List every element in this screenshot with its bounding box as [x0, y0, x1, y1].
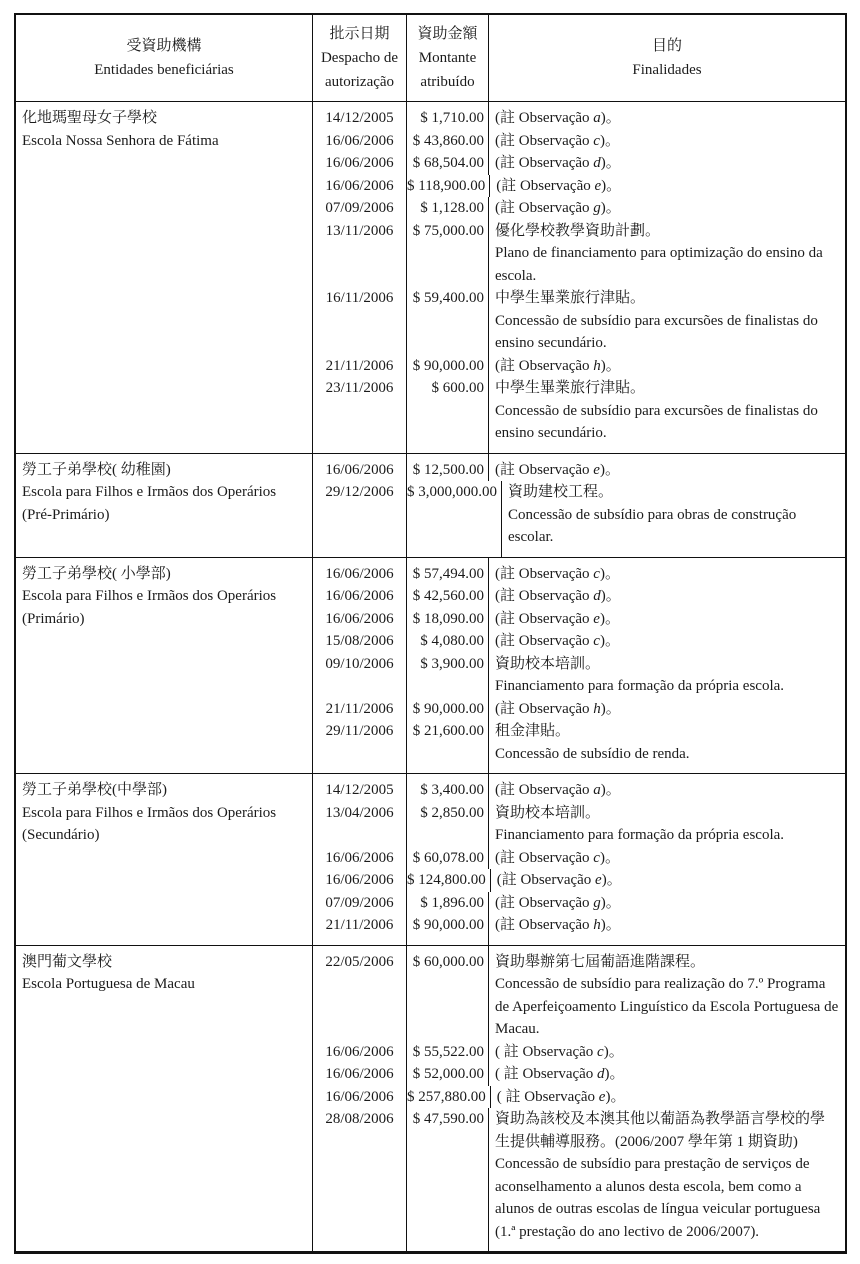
- observation-letter: c: [597, 1043, 604, 1060]
- grant-row: [313, 1041, 845, 1064]
- grant-amount: $ 124,800.00: [407, 869, 491, 892]
- grant-purpose: [489, 220, 845, 288]
- grant-amount: $ 55,522.00: [407, 1041, 489, 1064]
- entity-grant-rows: [313, 558, 845, 774]
- subsidy-table: [14, 13, 847, 1254]
- entity-grant-rows: [313, 946, 845, 1252]
- purpose-line: Financiamento para formação da própria escola.: [495, 678, 785, 694]
- grant-purpose: [489, 130, 845, 153]
- entity-cell: [16, 558, 313, 774]
- purpose-line: (註 Observação h)。: [495, 917, 621, 933]
- grant-row: [313, 152, 845, 175]
- grant-purpose: [489, 774, 845, 802]
- grant-date: 29/12/2006: [313, 481, 407, 557]
- entity-name-zh: 勞工子弟學校(中學部): [22, 782, 167, 798]
- grant-amount: $ 12,500.00: [407, 454, 489, 482]
- grant-date: 14/12/2005: [313, 102, 407, 130]
- grant-date: 16/11/2006: [313, 287, 407, 355]
- grant-row: [313, 454, 845, 482]
- purpose-line: (註 Observação g)。: [495, 894, 621, 911]
- grant-row: [313, 869, 845, 892]
- purpose-line: (註 Observação c)。: [495, 132, 620, 149]
- grant-purpose: [489, 377, 845, 453]
- grant-date: 13/04/2006: [313, 802, 407, 847]
- grant-row: [313, 608, 845, 631]
- grant-row: [313, 355, 845, 378]
- grant-date: 15/08/2006: [313, 630, 407, 653]
- entity-block: [16, 454, 845, 558]
- grant-date: 16/06/2006: [313, 130, 407, 153]
- purpose-line: (註 Observação e)。: [495, 610, 620, 627]
- purpose-line: (註 Observação e)。: [496, 872, 622, 888]
- grant-purpose: [489, 152, 845, 175]
- grant-date: 16/06/2006: [313, 1086, 407, 1109]
- grant-date: 21/11/2006: [313, 355, 407, 378]
- grant-row: [313, 720, 845, 773]
- entity-cell: [16, 774, 313, 945]
- grant-date: 21/11/2006: [313, 698, 407, 721]
- grant-purpose: [489, 102, 845, 130]
- observation-letter: a: [593, 782, 601, 798]
- grant-purpose: [491, 869, 845, 892]
- entity-block: [16, 946, 845, 1252]
- purpose-line: 中學生畢業旅行津貼。: [495, 380, 646, 396]
- header-amount-zh: 資助金額: [417, 26, 478, 42]
- grant-date: 16/06/2006: [313, 454, 407, 482]
- grant-date: 29/11/2006: [313, 720, 407, 773]
- grant-date: 16/06/2006: [313, 1063, 407, 1086]
- grant-purpose: [489, 608, 845, 631]
- entity-name-pt: Escola Nossa Senhora de Fátima: [22, 132, 219, 149]
- entity-grant-rows: [313, 102, 845, 453]
- grant-row: [313, 102, 845, 130]
- entity-name-pt: Escola para Filhos e Irmãos dos Operários: [22, 804, 277, 821]
- grant-purpose: [489, 946, 845, 1041]
- grant-row: [313, 287, 845, 355]
- purpose-line: (註 Observação g)。: [495, 200, 621, 216]
- header-date-zh: 批示日期: [329, 26, 390, 42]
- grant-purpose: [489, 1108, 845, 1251]
- grant-amount: $ 3,900.00: [407, 653, 489, 698]
- header-date-pt1: Despacho de: [320, 50, 399, 66]
- grant-purpose: [489, 287, 845, 355]
- entity-name-zh: 澳門葡文學校: [22, 953, 113, 970]
- grant-amount: $ 75,000.00: [407, 220, 489, 288]
- entity-name-pt: (Primário): [22, 610, 85, 627]
- grant-row: [313, 1086, 845, 1109]
- grant-purpose: [502, 481, 845, 557]
- grant-row: [313, 175, 845, 198]
- header-amount-pt1: Montante: [418, 50, 477, 66]
- purpose-line: (註 Observação e)。: [496, 177, 622, 194]
- grant-amount: $ 42,560.00: [407, 585, 489, 608]
- grant-row: [313, 802, 845, 847]
- grant-purpose: [489, 653, 845, 698]
- header-purpose-pt: Finalidades: [632, 62, 702, 78]
- purpose-line: (註 Observação a)。: [495, 782, 621, 798]
- grant-row: [313, 558, 845, 586]
- grant-row: [313, 377, 845, 453]
- header-purpose: [489, 15, 845, 101]
- grant-date: 16/06/2006: [313, 175, 407, 198]
- observation-letter: a: [593, 110, 601, 126]
- grant-amount: $ 43,860.00: [407, 130, 489, 153]
- purpose-line: (註 Observação e)。: [495, 461, 620, 478]
- grant-amount: $ 1,128.00: [407, 197, 489, 220]
- grant-amount: $ 59,400.00: [407, 287, 489, 355]
- grant-date: 13/11/2006: [313, 220, 407, 288]
- entity-cell: [16, 946, 313, 1252]
- purpose-line: (註 Observação d)。: [495, 588, 621, 604]
- purpose-line: Concessão de subsídio de renda.: [495, 745, 690, 762]
- grant-row: [313, 847, 845, 870]
- purpose-line: Concessão de subsídio para prestação de serviços de aconselhamento a alunos desta escola, bem como a alunos de outras escolas de língua veicular portuguesa (1.ª prestação do ano lectivo de 2006/2007).: [495, 1156, 821, 1240]
- grant-purpose: [489, 558, 845, 586]
- observation-letter: e: [598, 1088, 606, 1105]
- grant-purpose: [489, 802, 845, 847]
- observation-letter: h: [593, 700, 601, 717]
- grant-row: [313, 130, 845, 153]
- grant-date: 16/06/2006: [313, 869, 407, 892]
- entity-block: [16, 774, 845, 946]
- grant-purpose: [489, 914, 845, 945]
- header-amount-pt2: atribuído: [420, 74, 475, 90]
- grant-purpose: [489, 454, 845, 482]
- purpose-line: ( 註 Observação e)。: [496, 1088, 626, 1105]
- grant-purpose: [491, 1086, 845, 1109]
- header-date-pt2: autorização: [324, 74, 395, 90]
- grant-amount: $ 60,078.00: [407, 847, 489, 870]
- purpose-line: Concessão de subsídio para excursões de finalistas do ensino secundário.: [495, 402, 818, 441]
- observation-letter: e: [595, 872, 602, 888]
- entity-name-pt: Escola Portuguesa de Macau: [22, 976, 195, 992]
- entity-grant-rows: [313, 774, 845, 945]
- purpose-line: Concessão de subsídio para excursões de finalistas do ensino secundário.: [495, 312, 818, 351]
- observation-letter: g: [593, 200, 601, 216]
- observation-letter: d: [593, 155, 601, 171]
- purpose-line: (註 Observação c)。: [495, 633, 620, 649]
- grant-row: [313, 481, 845, 557]
- grant-purpose: [489, 720, 845, 773]
- grant-date: 09/10/2006: [313, 653, 407, 698]
- grant-amount: $ 2,850.00: [407, 802, 489, 847]
- grant-amount: $ 118,900.00: [407, 175, 490, 198]
- observation-letter: c: [593, 132, 600, 149]
- observation-letter: h: [593, 917, 601, 933]
- header-beneficiary-pt: Entidades beneficiárias: [94, 62, 234, 78]
- grant-amount: $ 47,590.00: [407, 1108, 489, 1251]
- grant-date: 16/06/2006: [313, 152, 407, 175]
- purpose-line: (註 Observação h)。: [495, 700, 621, 717]
- purpose-line: 優化學校教學資助計劃。: [495, 222, 661, 239]
- entity-name-pt: Escola para Filhos e Irmãos dos Operários: [22, 588, 277, 604]
- grant-date: 16/06/2006: [313, 558, 407, 586]
- grant-row: [313, 1063, 845, 1086]
- grant-purpose: [489, 1041, 845, 1064]
- grant-amount: $ 1,710.00: [407, 102, 489, 130]
- grant-date: 07/09/2006: [313, 892, 407, 915]
- observation-letter: e: [593, 461, 600, 478]
- header-amount: [407, 15, 489, 101]
- observation-letter: c: [593, 633, 600, 649]
- grant-date: 16/06/2006: [313, 1041, 407, 1064]
- grant-row: [313, 197, 845, 220]
- grant-row: [313, 585, 845, 608]
- grant-purpose: [489, 892, 845, 915]
- observation-letter: c: [593, 849, 600, 866]
- grant-amount: $ 21,600.00: [407, 720, 489, 773]
- purpose-line: 資助校本培訓。: [495, 804, 601, 821]
- observation-letter: d: [597, 1066, 605, 1082]
- entity-name-pt: (Secundário): [22, 827, 100, 843]
- entity-cell: [16, 454, 313, 557]
- grant-date: 16/06/2006: [313, 847, 407, 870]
- header-beneficiary-zh: 受資助機構: [126, 38, 202, 54]
- purpose-line: Concessão de subsídio para realização do 7.º Programa de Aperfeiçoamento Linguístico da Escola Portuguesa de Macau.: [495, 976, 839, 1037]
- grant-amount: $ 90,000.00: [407, 355, 489, 378]
- grant-date: 07/09/2006: [313, 197, 407, 220]
- purpose-line: Financiamento para formação da própria escola.: [495, 827, 785, 843]
- grant-row: [313, 914, 845, 945]
- grant-amount: $ 18,090.00: [407, 608, 489, 631]
- purpose-line: (註 Observação h)。: [495, 357, 621, 374]
- entity-name-zh: 化地瑪聖母女子學校: [22, 110, 158, 126]
- grant-purpose: [489, 355, 845, 378]
- entity-name-pt: Escola para Filhos e Irmãos dos Operários: [22, 484, 277, 500]
- grant-row: [313, 774, 845, 802]
- observation-letter: g: [593, 894, 601, 911]
- purpose-line: ( 註 Observação c)。: [495, 1043, 624, 1060]
- grant-amount: $ 4,080.00: [407, 630, 489, 653]
- grant-row: [313, 220, 845, 288]
- purpose-line: 資助為該校及本澳其他以葡語為教學語言學校的學生提供輔導服務。(2006/2007 學年第 1 期資助): [495, 1111, 826, 1150]
- observation-letter: h: [593, 357, 601, 374]
- grant-amount: $ 3,400.00: [407, 774, 489, 802]
- grant-amount: $ 52,000.00: [407, 1063, 489, 1086]
- header-beneficiary: [16, 15, 313, 101]
- grant-amount: $ 90,000.00: [407, 698, 489, 721]
- grant-purpose: [489, 698, 845, 721]
- purpose-line: (註 Observação d)。: [495, 155, 621, 171]
- grant-purpose: [489, 197, 845, 220]
- table-body: [16, 102, 845, 1251]
- grant-date: 16/06/2006: [313, 585, 407, 608]
- grant-date: 14/12/2005: [313, 774, 407, 802]
- grant-row: [313, 946, 845, 1041]
- grant-amount: $ 257,880.00: [407, 1086, 491, 1109]
- grant-row: [313, 892, 845, 915]
- entity-cell: [16, 102, 313, 453]
- purpose-line: 中學生畢業旅行津貼。: [495, 290, 646, 306]
- grant-amount: $ 90,000.00: [407, 914, 489, 945]
- observation-letter: c: [593, 565, 600, 582]
- entity-block: [16, 102, 845, 454]
- grant-amount: $ 600.00: [407, 377, 489, 453]
- grant-date: 21/11/2006: [313, 914, 407, 945]
- grant-date: 16/06/2006: [313, 608, 407, 631]
- grant-row: [313, 630, 845, 653]
- entity-name-zh: 勞工子弟學校( 幼稚園): [22, 461, 171, 478]
- entity-name-pt: (Pré-Primário): [22, 506, 110, 523]
- grant-date: 23/11/2006: [313, 377, 407, 453]
- grant-row: [313, 1108, 845, 1251]
- observation-letter: d: [593, 588, 601, 604]
- entity-grant-rows: [313, 454, 845, 557]
- purpose-line: 資助校本培訓。: [495, 655, 601, 672]
- grant-amount: $ 3,000,000.00: [407, 481, 502, 557]
- grant-amount: $ 68,504.00: [407, 152, 489, 175]
- observation-letter: e: [594, 177, 602, 194]
- grant-amount: $ 57,494.00: [407, 558, 489, 586]
- purpose-line: (註 Observação c)。: [495, 565, 620, 582]
- grant-purpose: [489, 1063, 845, 1086]
- purpose-line: ( 註 Observação d)。: [495, 1066, 625, 1082]
- table-header-row: [16, 15, 845, 102]
- header-purpose-zh: 目的: [651, 38, 682, 54]
- grant-purpose: [489, 630, 845, 653]
- grant-row: [313, 698, 845, 721]
- purpose-line: Plano de financiamento para optimização do ensino da escola.: [495, 245, 823, 284]
- purpose-line: (註 Observação a)。: [495, 110, 621, 126]
- observation-letter: e: [593, 610, 600, 627]
- purpose-line: 租金津貼。: [495, 723, 571, 739]
- grant-purpose: [489, 847, 845, 870]
- grant-amount: $ 60,000.00: [407, 946, 489, 1041]
- grant-date: 28/08/2006: [313, 1108, 407, 1251]
- entity-name-zh: 勞工子弟學校( 小學部): [22, 565, 171, 582]
- grant-amount: $ 1,896.00: [407, 892, 489, 915]
- grant-date: 22/05/2006: [313, 946, 407, 1041]
- purpose-line: (註 Observação c)。: [495, 849, 620, 866]
- grant-purpose: [489, 585, 845, 608]
- entity-block: [16, 558, 845, 775]
- purpose-line: 資助建校工程。: [508, 484, 614, 500]
- purpose-line: Concessão de subsídio para obras de construção escolar.: [508, 506, 797, 545]
- grant-purpose: [490, 175, 845, 198]
- grant-row: [313, 653, 845, 698]
- purpose-line: 資助舉辦第七屆葡語進階課程。: [495, 953, 706, 970]
- header-date: [313, 15, 407, 101]
